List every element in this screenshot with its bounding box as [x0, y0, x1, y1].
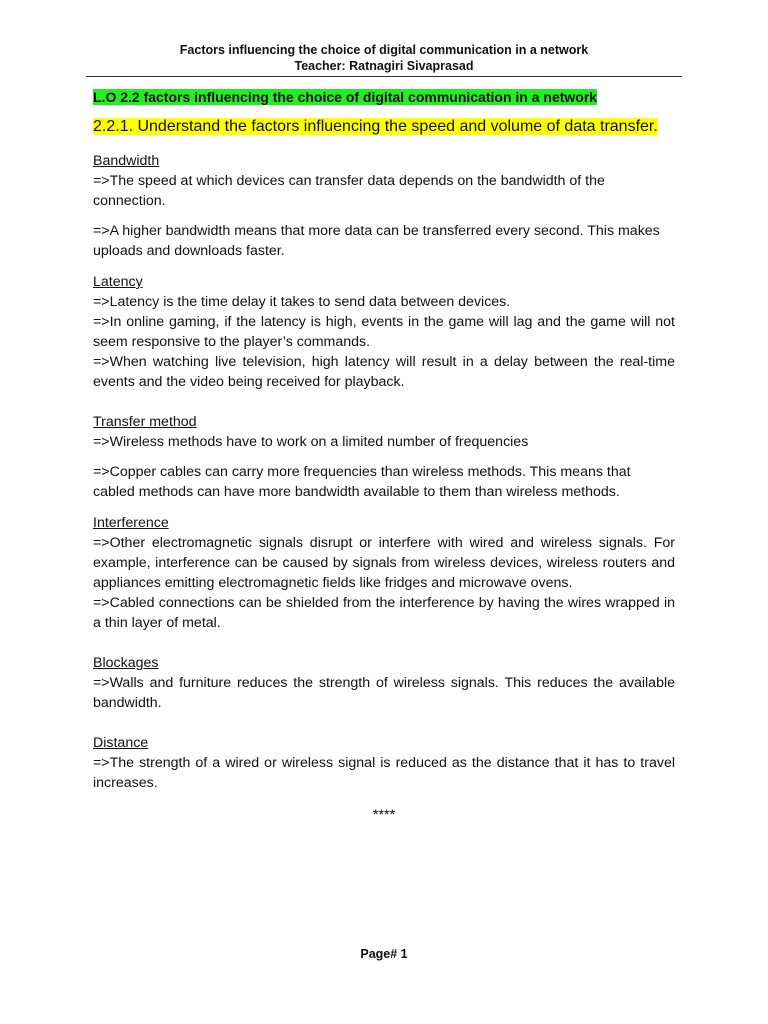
end-mark: ****	[372, 807, 396, 823]
header-divider	[86, 76, 682, 77]
section-paragraph: =>The speed at which devices can transfer data depends on the bandwidth of the connection.	[93, 173, 605, 209]
subheading-line	[93, 117, 675, 137]
header-title: Factors influencing the choice of digital communication in a network	[179, 43, 589, 57]
subheading: 2.2.1. Understand the factors influencing the speed and volume of data transfer.	[93, 118, 658, 135]
section-title: Transfer method	[93, 414, 197, 430]
section-title: Latency	[93, 274, 143, 290]
page-header	[86, 42, 682, 74]
section-paragraph: =>Copper cables can carry more frequencies than wireless methods. This means that cabled methods can have more bandwidth available to them than wireless methods.	[93, 464, 631, 500]
section-paragraph: =>Walls and furniture reduces the strength of wireless signals. This reduces the available bandwidth.	[93, 675, 675, 711]
section-paragraph: =>Cabled connections can be shielded from the interference by having the wires wrapped in a thin layer of metal.	[93, 595, 675, 631]
section-paragraph: =>In online gaming, if the latency is high, events in the game will lag and the game will not seem responsive to the player’s commands.	[93, 314, 675, 350]
section-blockages	[93, 653, 675, 713]
page-number: Page# 1	[360, 947, 408, 961]
section-title: Bandwidth	[93, 153, 160, 169]
document-body	[93, 87, 675, 825]
section-title: Interference	[93, 515, 169, 531]
section-paragraph: =>Wireless methods have to work on a limited number of frequencies	[93, 434, 529, 450]
section-interference	[93, 513, 675, 633]
lo-heading-line	[93, 87, 675, 108]
section-paragraph: =>Latency is the time delay it takes to send data between devices.	[93, 294, 511, 310]
section-paragraph: =>Other electromagnetic signals disrupt or interfere with wired and wireless signals. For example, interference can be caused by signals from wireless devices, wireless routers and appliances emitting electromagnetic fields like fridges and microwave ovens.	[93, 535, 675, 591]
section-paragraph: =>The strength of a wired or wireless signal is reduced as the distance that it has to travel increases.	[93, 755, 675, 791]
section-title: Blockages	[93, 655, 159, 671]
section-paragraph: =>A higher bandwidth means that more data can be transferred every second. This makes uploads and downloads faster.	[93, 223, 660, 259]
section-distance	[93, 733, 675, 793]
section-transfer-method	[93, 412, 675, 502]
lo-heading: L.O 2.2 factors influencing the choice of digital communication in a network	[93, 89, 598, 105]
section-title: Distance	[93, 735, 149, 751]
section-paragraph: =>When watching live television, high latency will result in a delay between the real-time events and the video being received for playback.	[93, 354, 675, 390]
section-latency	[93, 272, 675, 392]
header-teacher: Teacher: Ratnagiri Sivaprasad	[294, 59, 474, 73]
section-bandwidth	[93, 151, 675, 261]
